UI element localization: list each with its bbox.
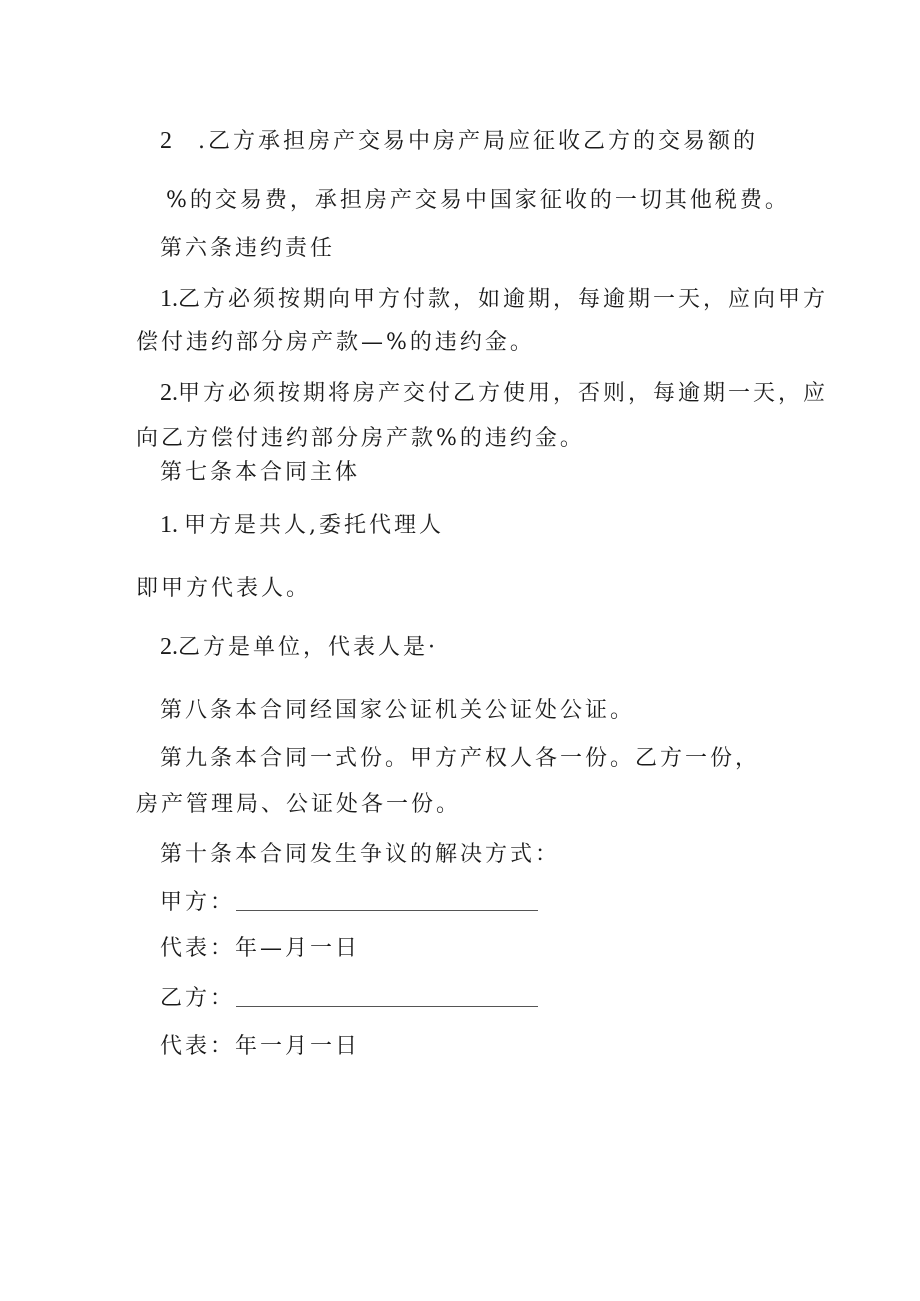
item-text: .乙方承担房产交易中房产局应征收乙方的交易额的: [198, 129, 758, 154]
party-b-representative: 代表：年一月一日: [160, 1034, 361, 1059]
item-number: 2.: [160, 380, 178, 406]
item-text: 乙方是单位，代表人是·: [178, 635, 438, 660]
clause-9-line-1: 第九条本合同一式份。甲方产权人各一份。乙方一份，: [160, 746, 761, 771]
clause-6-heading: 第六条违约责任: [160, 236, 336, 261]
clause-6-item-1-line-2: 偿付违约部分房产款—%的违约金。: [136, 330, 535, 355]
party-b-label: 乙方：: [160, 986, 236, 1011]
clause-7-heading: 第七条本合同主体: [160, 460, 361, 485]
clause-7-item-1-line-2: 即甲方代表人。: [136, 576, 312, 601]
clause-7-item-1-line-1: [160, 510, 444, 541]
clause-6-item-1-line-1: [160, 284, 828, 315]
party-a-label: 甲方：: [160, 890, 236, 915]
party-b-signature-line: [236, 1006, 538, 1007]
clause-6-item-2-line-2: 向乙方偿付违约部分房产款%的违约金。: [136, 426, 585, 451]
clause-6-item-2-line-1: [160, 378, 828, 409]
clause-10: 第十条本合同发生争议的解决方式：: [160, 842, 561, 867]
party-a-signature-line: [236, 910, 538, 911]
clause-8: 第八条本合同经国家公证机关公证处公证。: [160, 698, 636, 723]
clause-5-item-2-line-2: %的交易费，承担房产交易中国家征收的一切其他税费。: [166, 188, 790, 213]
item-number: 1.: [160, 512, 178, 538]
item-text: 甲方是共人,委托代理人: [184, 513, 444, 538]
item-text: 乙方必须按期向甲方付款，如逾期，每逾期一天，应向甲方: [178, 287, 829, 312]
clause-5-item-2-line-1: [160, 126, 758, 157]
party-a-representative: 代表：年—月一日: [160, 936, 361, 961]
clause-9-line-2: 房产管理局、公证处各一份。: [136, 792, 462, 817]
item-number: 2: [160, 128, 172, 154]
item-number: 1.: [160, 286, 178, 312]
clause-7-item-2-line-1: [160, 632, 438, 663]
item-text: 甲方必须按期将房产交付乙方使用，否则，每逾期一天，应: [178, 381, 829, 406]
item-number: 2.: [160, 634, 178, 660]
